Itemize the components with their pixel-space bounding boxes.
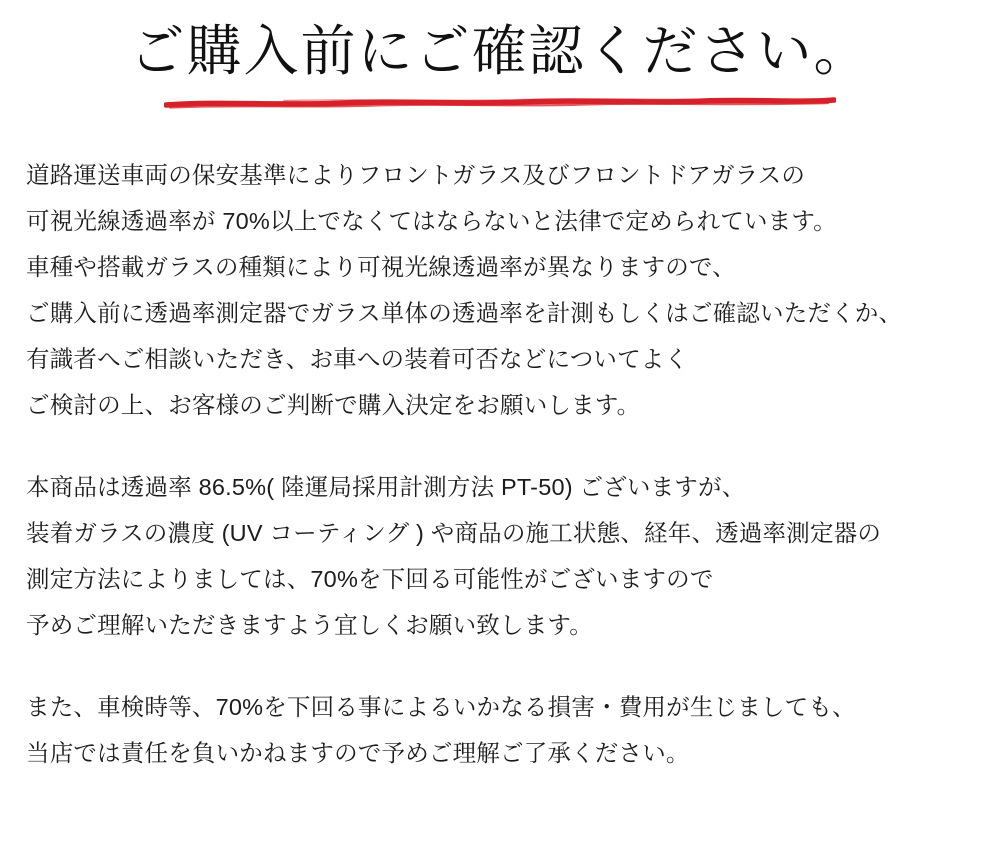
paragraph-line: 予めご理解いただきますよう宜しくお願い致します。 xyxy=(26,612,593,638)
paragraph-line: 当店では責任を負いかねますので予めご理解ご了承ください。 xyxy=(26,740,690,766)
paragraph-line: 車種や搭載ガラスの種類により可視光線透過率が異なりますので、 xyxy=(26,254,736,280)
paragraph-line: ご検討の上、お客様のご判断で購入決定をお願いします。 xyxy=(26,392,641,418)
paragraph-line: 有識者へご相談いただき、お車への装着可否などについてよく xyxy=(26,346,689,372)
red-underline-decoration xyxy=(164,96,836,110)
paragraph-line: 装着ガラスの濃度 (UV コーティング ) や商品の施工状態、経年、透過率測定器の xyxy=(26,520,882,546)
notice-body xyxy=(26,152,972,776)
paragraph-liability-disclaimer xyxy=(26,684,972,776)
paragraph-line: また、車検時等、70%を下回る事によるいかなる損害・費用が生じましても、 xyxy=(26,694,856,720)
paragraph-line: 本商品は透過率 86.5%( 陸運局採用計測方法 PT-50) ございますが、 xyxy=(26,474,746,500)
paragraph-line: ご購入前に透過率測定器でガラス単体の透過率を計測もしくはご確認いただくか、 xyxy=(26,300,903,326)
paragraph-line: 道路運送車両の保安基準によりフロントガラス及びフロントドアガラスの xyxy=(26,162,806,188)
paragraph-product-transmittance xyxy=(26,464,972,648)
page-title: ご購入前にご確認ください。 xyxy=(129,20,871,82)
paragraph-line: 測定方法によりましては、70%を下回る可能性がございますので xyxy=(26,566,714,592)
paragraph-legal-notice xyxy=(26,152,972,428)
page-title-container xyxy=(0,18,1000,84)
paragraph-line: 可視光線透過率が 70%以上でなくてはならないと法律で定められています。 xyxy=(26,208,837,234)
